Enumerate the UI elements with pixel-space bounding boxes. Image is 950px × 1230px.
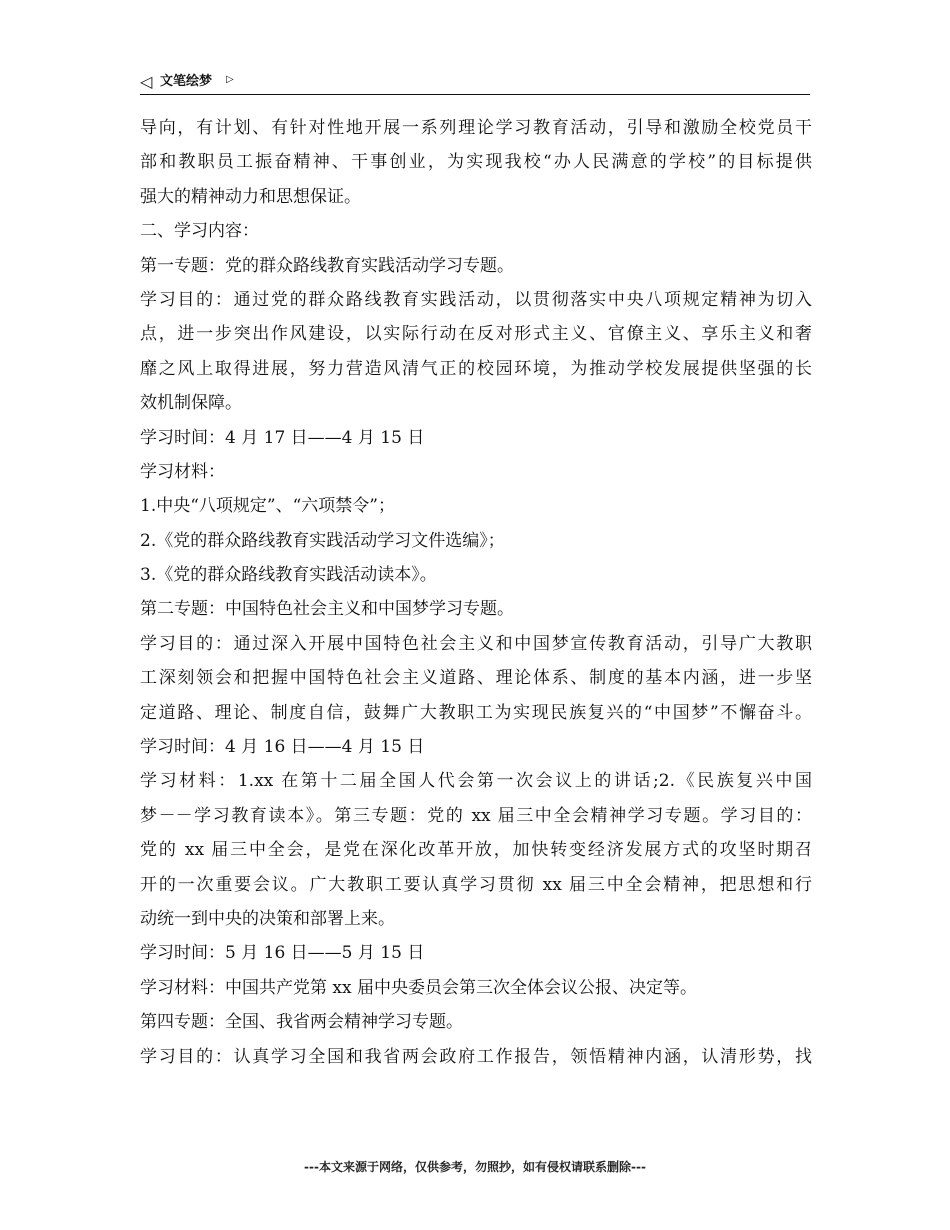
text-line: 动统一到中央的决策和部署上来。	[140, 908, 395, 929]
text-line: 学习目的：认真学习全国和我省两会政府工作报告，领悟精神内涵，认清形势，找	[140, 1046, 812, 1067]
text-line: 二、学习内容：	[140, 221, 259, 242]
text-line: 点，进一步突出作风建设，以实际行动在反对形式主义、官僚主义、享乐主义和奢	[140, 324, 812, 345]
right-triangle-icon: ▷	[226, 74, 234, 85]
text-line: 1.中央“八项规定”、“六项禁令”；	[140, 496, 395, 517]
text-line: 强大的精神动力和思想保证。	[140, 186, 361, 207]
text-line: 部和教职员工振奋精神、干事创业，为实现我校“办人民满意的学校”的目标提供	[140, 152, 812, 173]
text-line: 梦－－学习教育读本》。第三专题：党的 xx 届三中全会精神学习专题。学习目的：	[140, 805, 812, 826]
text-line: 第二专题：中国特色社会主义和中国梦学习专题。	[140, 599, 514, 620]
text-line: 靡之风上取得进展，努力营造风清气正的校园环境，为推动学校发展提供坚强的长	[140, 358, 812, 379]
document-body	[140, 111, 812, 1074]
text-line: 2.《党的群众路线教育实践活动学习文件选编》；	[140, 530, 505, 551]
text-line: 党的 xx 届三中全会，是党在深化改革开放，加快转变经济发展方式的攻坚时期召	[140, 840, 812, 861]
text-line: 第一专题：党的群众路线教育实践活动学习专题。	[140, 255, 514, 276]
text-line: 学习时间：4 月 17 日——4 月 15 日	[140, 427, 425, 448]
text-line: 学习材料：	[140, 461, 225, 482]
text-line: 第四专题：全国、我省两会精神学习专题。	[140, 1012, 463, 1033]
text-line: 学习目的：通过深入开展中国特色社会主义和中国梦宣传教育活动，引导广大教职	[140, 633, 812, 654]
text-line: 学习时间：4 月 16 日——4 月 15 日	[140, 737, 425, 758]
footer-disclaimer: ---本文来源于网络，仅供参考，勿照抄，如有侵权请联系删除---	[304, 1160, 646, 1174]
text-line: 开的一次重要会议。广大教职工要认真学习贯彻 xx 届三中全会精神，把思想和行	[140, 874, 812, 895]
text-line: 学习材料：中国共产党第 xx 届中央委员会第三次全体会议公报、决定等。	[140, 977, 697, 998]
page-header	[140, 72, 810, 95]
text-line: 学习时间：5 月 16 日——5 月 15 日	[140, 943, 425, 964]
text-line: 效机制保障。	[140, 393, 242, 414]
text-line: 定道路、理论、制度自信，鼓舞广大教职工为实现民族复兴的“中国梦”不懈奋斗。	[140, 702, 812, 723]
left-triangle-icon: ◁	[140, 72, 153, 91]
brand-name: 文笔绘梦	[160, 74, 213, 89]
text-line: 工深刻领会和把握中国特色社会主义道路、理论体系、制度的基本内涵，进一步坚	[140, 668, 812, 689]
text-line: 学习目的：通过党的群众路线教育实践活动，以贯彻落实中央八项规定精神为切入	[140, 289, 812, 310]
text-line: 导向，有计划、有针对性地开展一系列理论学习教育活动，引导和激励全校党员干	[140, 118, 812, 138]
text-line: 学习材料：1.xx 在第十二届全国人代会第一次会议上的讲话;2.《民族复兴中国	[140, 771, 812, 792]
text-line: 3.《党的群众路线教育实践活动读本》。	[140, 565, 437, 586]
